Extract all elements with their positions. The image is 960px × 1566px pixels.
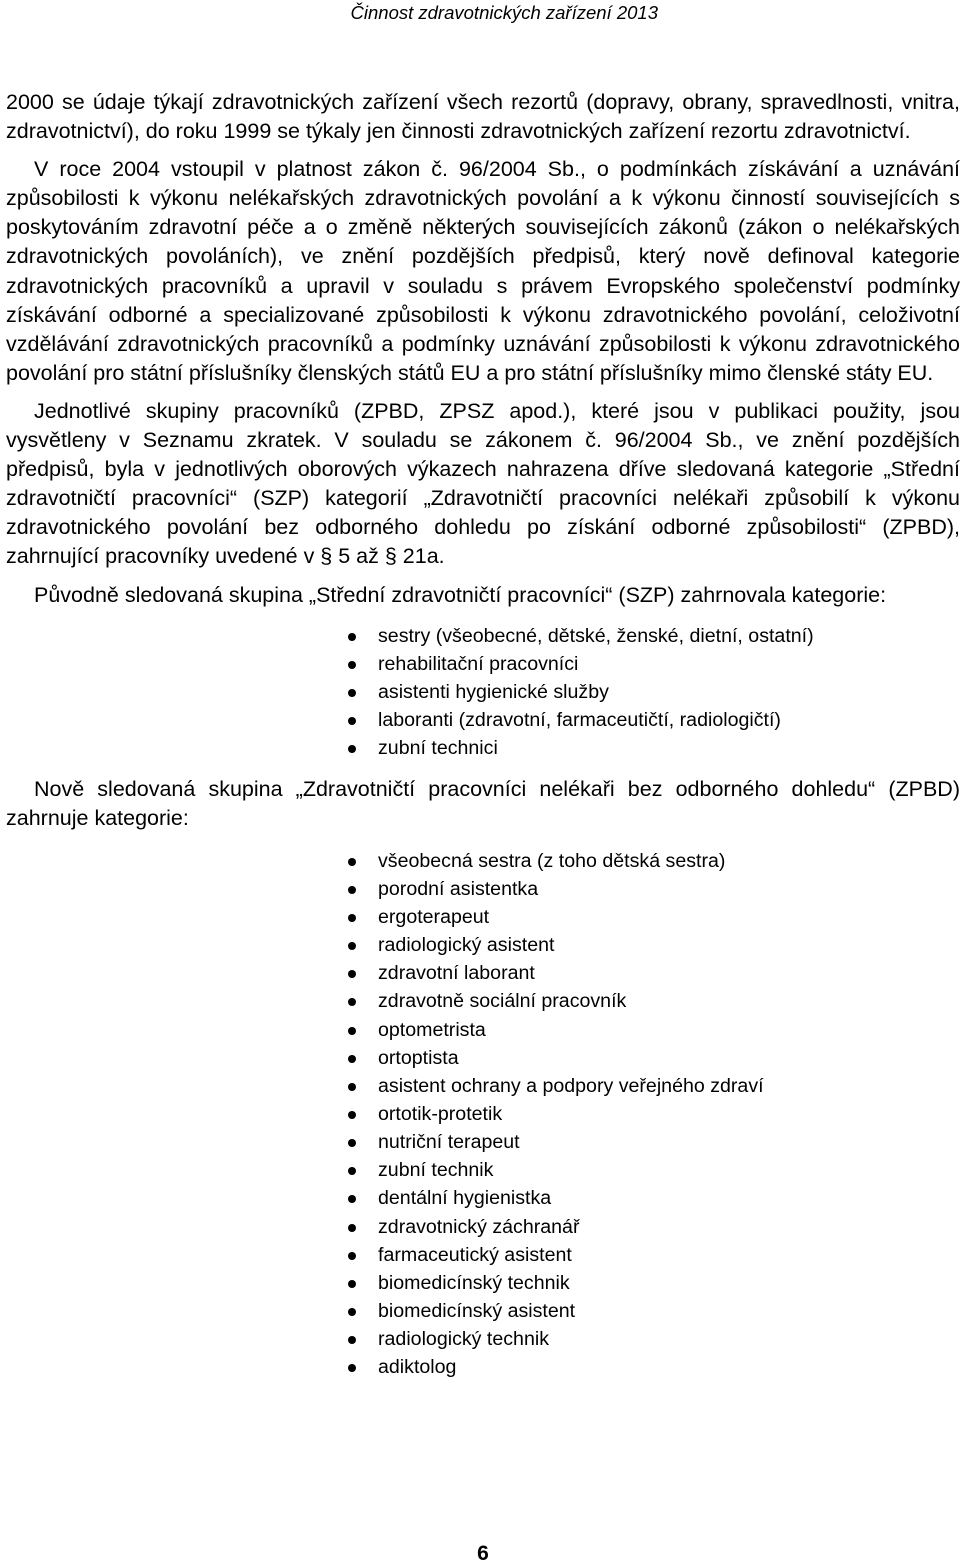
list-item: zubní technici [378,734,960,762]
page-header-title: Činnost zdravotnických zařízení 2013 [350,2,658,23]
list-item: ergoterapeut [378,903,960,931]
bullet-icon [348,1336,356,1344]
bullet-icon [348,661,356,669]
list-item: asistent ochrany a podpory veřejného zdraví [378,1072,960,1100]
paragraph-zpbd-intro: Nově sledovaná skupina „Zdravotničtí pracovníci nelékaři bez odborného dohledu“ (ZPBD) zahrnuje kategorie: [6,777,960,831]
list-item: radiologický technik [378,1325,960,1353]
paragraph-szp-intro: Původně sledovaná skupina „Střední zdravotničtí pracovníci“ (SZP) zahrnovala kategorie: [34,582,887,607]
bullet-icon [348,998,356,1006]
bullet-icon [348,1027,356,1035]
bullet-icon [348,970,356,978]
list-item: rehabilitační pracovníci [378,650,960,678]
list-item: nutriční terapeut [378,1128,960,1156]
bullet-icon [348,1083,356,1091]
bullet-icon [348,1139,356,1147]
bullet-icon [348,1364,356,1372]
list-item: všeobecná sestra (z toho dětská sestra) [378,847,960,875]
bullet-icon [348,689,356,697]
list-item: zdravotní laborant [378,959,960,987]
paragraph-zakon-96-2004: V roce 2004 vstoupil v platnost zákon č. 96/2004 Sb., o podmínkách získávání a uznávání způsobilosti k výkonu nelékařských zdravotnických povolání a k výkonu činností souvisejících s poskytováním zdravotní péče a o změně některých souvisejících zákonů (zákon o nelékařských zdravotnických povoláních), ve znění pozdějších předpisů, který nově definoval kategorie zdravotnických pracovníků a upravil v souladu s právem Evropského společenství podmínky získávání odborné a specializované způsobilosti k výkonu zdravotnického povolání, celoživotní vzdělávání zdravotnických pracovníků a podmínky uznávání způsobilosti k výkonu zdravotnického povolání pro státní příslušníky členských států EU a pro státní příslušníky mimo členské státy EU. [6,157,960,385]
list-item: porodní asistentka [378,875,960,903]
bullet-icon [348,1308,356,1316]
list-item: asistenti hygienické služby [378,678,960,706]
zpbd-category-list [6,847,960,1382]
list-item: dentální hygienistka [378,1184,960,1212]
list-item: optometrista [378,1016,960,1044]
bullet-icon [348,1055,356,1063]
list-item: radiologický asistent [378,931,960,959]
list-item: farmaceutický asistent [378,1241,960,1269]
bullet-icon [348,942,356,950]
document-body [6,88,960,1382]
szp-category-list [6,622,960,763]
bullet-icon [348,858,356,866]
bullet-icon [348,1224,356,1232]
bullet-icon [348,1280,356,1288]
list-item: laboranti (zdravotní, farmaceutičtí, radiologičtí) [378,706,960,734]
bullet-icon [348,1167,356,1175]
bullet-icon [348,745,356,753]
bullet-icon [348,1252,356,1260]
list-item: zdravotně sociální pracovník [378,987,960,1015]
list-item: adiktolog [378,1353,960,1381]
bullet-icon [348,1195,356,1203]
list-item: sestry (všeobecné, dětské, ženské, dietní, ostatní) [378,622,960,650]
bullet-icon [348,717,356,725]
list-item: biomedicínský asistent [378,1297,960,1325]
bullet-icon [348,633,356,641]
paragraph-skupiny-pracovniku: Jednotlivé skupiny pracovníků (ZPBD, ZPSZ apod.), které jsou v publikaci použity, jsou vysvětleny v Seznamu zkratek. V souladu se zákonem č. 96/2004 Sb., ve znění pozdějších předpisů, byla v jednotlivých oborových výkazech nahrazena dříve sledovaná kategorie „Střední zdravotničtí pracovníci“ (SZP) kategorií „Zdravotničtí pracovníci nelékaři způsobilí k výkonu zdravotnického povolání bez odborného dohledu po získání odborné způsobilosti“ (ZPBD), zahrnující pracovníky uvedené v § 5 až § 21a. [6,398,960,569]
list-item: biomedicínský technik [378,1269,960,1297]
page-number: 6 [477,1542,489,1565]
bullet-icon [348,914,356,922]
paragraph-rezorty: 2000 se údaje týkají zdravotnických zařízení všech rezortů (dopravy, obrany, spravedlnosti, vnitra, zdravotnictví), do roku 1999 se týkaly jen činnosti zdravotnických zařízení rezortu zdravotnictví. [6,90,960,144]
list-item: zdravotnický záchranář [378,1213,960,1241]
bullet-icon [348,886,356,894]
bullet-icon [348,1111,356,1119]
list-item: ortotik-protetik [378,1100,960,1128]
list-item: ortoptista [378,1044,960,1072]
list-item: zubní technik [378,1156,960,1184]
